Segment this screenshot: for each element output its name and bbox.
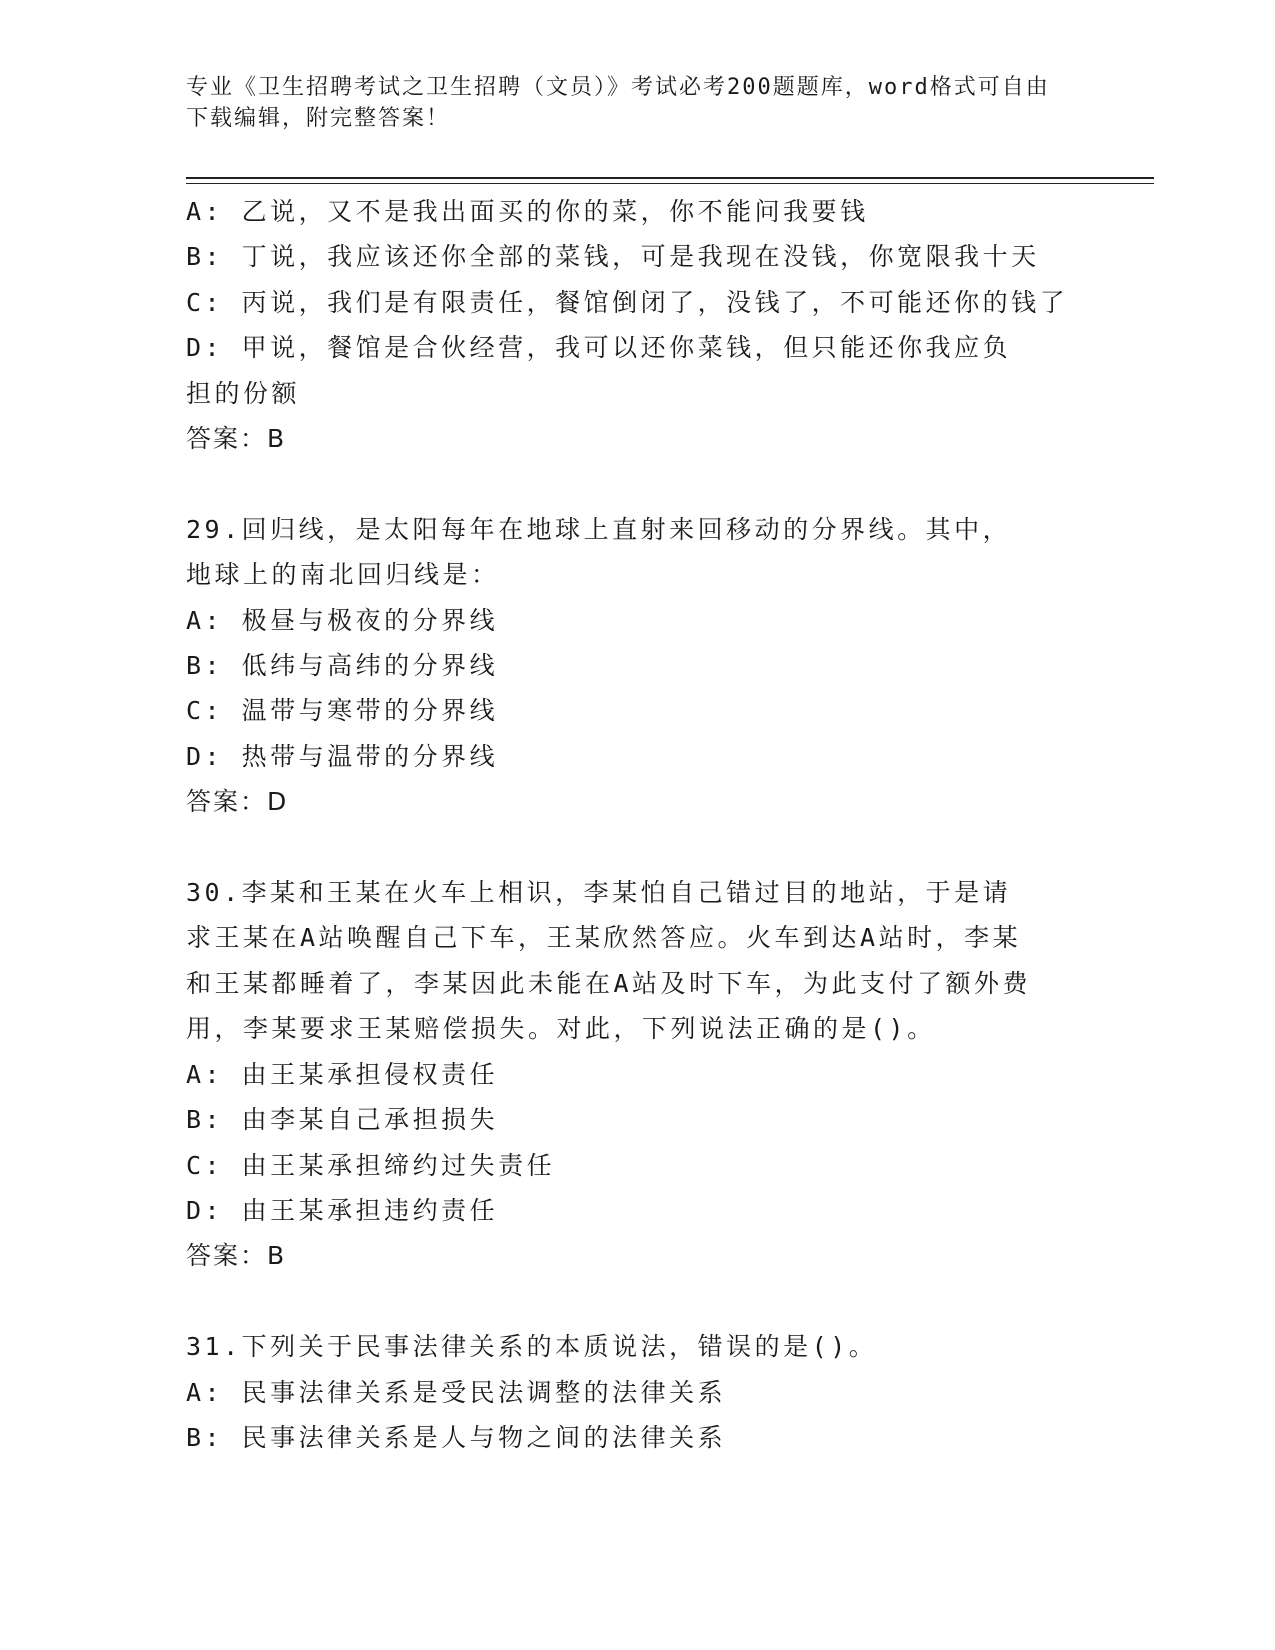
q30-option-d: D: 由王某承担违约责任 bbox=[186, 1195, 499, 1225]
q29-option-a: A: 极昼与极夜的分界线 bbox=[186, 605, 499, 635]
q29-answer: 答案：D bbox=[186, 787, 289, 817]
q30-answer: 答案：B bbox=[186, 1241, 287, 1271]
q29-stem: 29.回归线，是太阳每年在地球上直射来回移动的分界线。其中，地球上的南北回归线是： bbox=[186, 514, 1012, 590]
q30-stem: 30.李某和王某在火车上相识，李某怕自己错过目的地站，于是请求王某在A站唤醒自己下车，王某欣然答应。火车到达A站时，李某和王某都睡着了，李某因此未能在A站及时下车，为此支付了额外费用，李某要求王某赔偿损失。对此，下列说法正确的是()。 bbox=[186, 878, 1032, 1044]
q30-option-c: C: 由王某承担缔约过失责任 bbox=[186, 1150, 556, 1180]
q31-option-a: A: 民事法律关系是受民法调整的法律关系 bbox=[186, 1377, 727, 1407]
q29-option-b: B: 低纬与高纬的分界线 bbox=[186, 651, 499, 681]
spacer bbox=[186, 1279, 1086, 1324]
q28-answer: 答案：B bbox=[186, 424, 287, 454]
q30-option-a: A: 由王某承担侵权责任 bbox=[186, 1059, 499, 1089]
q28-option-d: D: 甲说，餐馆是合伙经营，我可以还你菜钱，但只能还你我应负担的份额 bbox=[186, 333, 1012, 408]
header-rule-thick bbox=[186, 177, 1154, 179]
q29-option-c: C: 温带与寒带的分界线 bbox=[186, 696, 499, 726]
q29-option-d: D: 热带与温带的分界线 bbox=[186, 741, 499, 771]
spacer bbox=[186, 461, 1086, 506]
q28-option-b: B: 丁说，我应该还你全部的菜钱，可是我现在没钱，你宽限我十天 bbox=[186, 242, 1040, 272]
document-body bbox=[186, 189, 1086, 1460]
document-header: 专业《卫生招聘考试之卫生招聘（文员）》考试必考200题题库，word格式可自由下载编辑，附完整答案！ bbox=[186, 75, 1050, 131]
q28-option-c: C: 丙说，我们是有限责任，餐馆倒闭了，没钱了，不可能还你的钱了 bbox=[186, 287, 1069, 317]
q28-option-a: A: 乙说，又不是我出面买的你的菜，你不能问我要钱 bbox=[186, 197, 869, 226]
q31-stem: 31.下列关于民事法律关系的本质说法，错误的是()。 bbox=[186, 1332, 878, 1362]
spacer bbox=[186, 825, 1086, 870]
q30-option-b: B: 由李某自己承担损失 bbox=[186, 1105, 499, 1135]
q31-option-b: B: 民事法律关系是人与物之间的法律关系 bbox=[186, 1422, 727, 1452]
header-rule-thin bbox=[186, 183, 1154, 184]
